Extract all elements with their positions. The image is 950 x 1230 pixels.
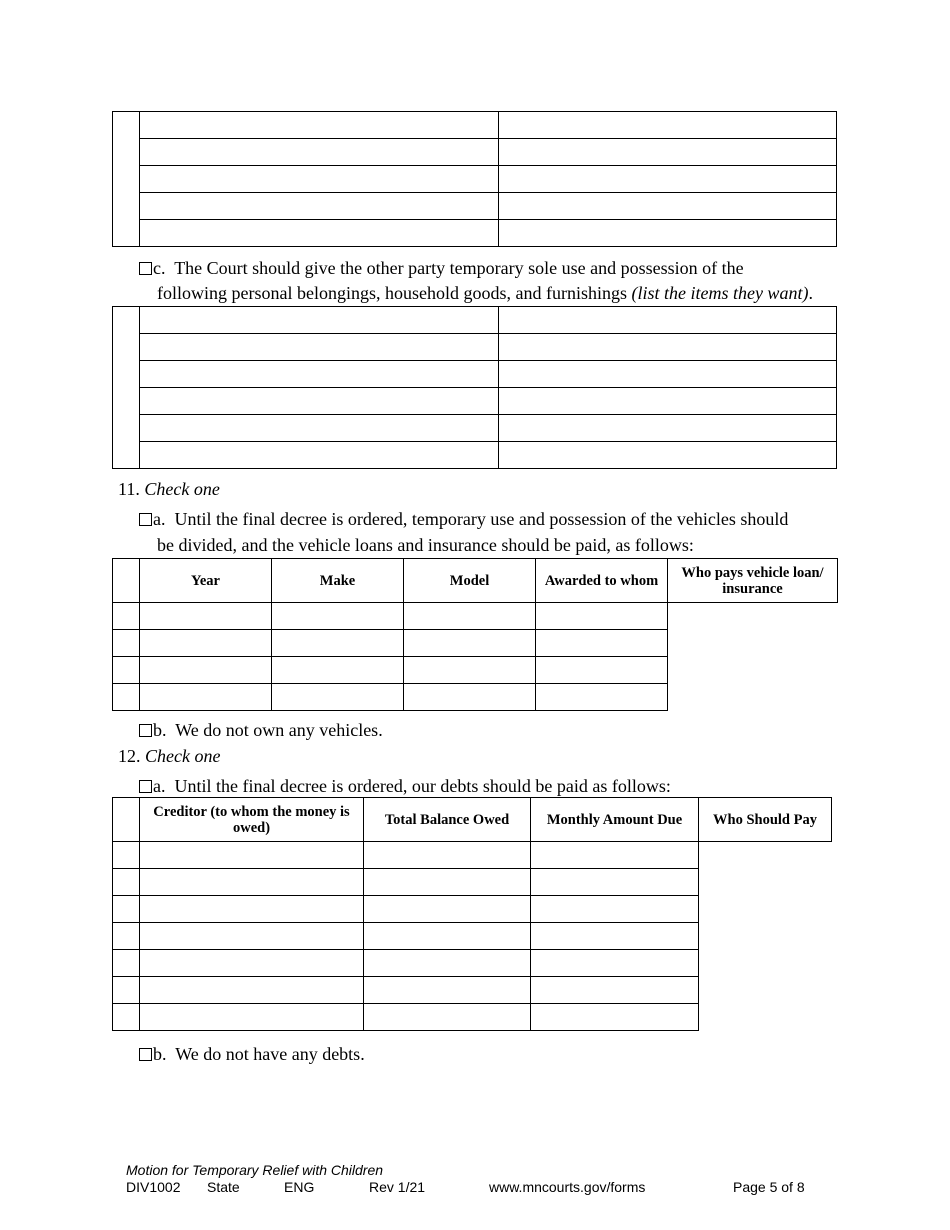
table-cell[interactable] [536,657,668,684]
column-header: Model [404,559,536,603]
footer-page: Page 5 of 8 [733,1179,805,1195]
table-row [113,139,837,166]
table-cell[interactable] [499,166,837,193]
table-row [113,950,832,977]
table-cell[interactable] [140,977,364,1004]
table-row [113,684,838,711]
table-row [113,220,837,247]
section11-option-b [139,720,383,740]
table-cell[interactable] [140,684,272,711]
table-row [113,896,832,923]
section12-option-a-text: Until the final decree is ordered, our debts should be paid as follows: [174,776,671,796]
column-header: Make [272,559,404,603]
table-cell[interactable] [272,657,404,684]
section12-option-a-letter: a. [153,776,166,796]
footer-language: ENG [284,1179,315,1195]
section11-option-b-text: We do not own any vehicles. [175,720,383,740]
table-cell[interactable] [531,842,699,869]
table-cell[interactable] [140,307,499,334]
table-cell[interactable] [113,923,140,950]
section12-option-b-checkbox[interactable] [139,1048,152,1061]
column-header: Creditor (to whom the money is owed) [140,798,364,842]
vehicle-table-wrapper [112,558,838,711]
table-cell[interactable] [140,388,499,415]
option-c-text-line2: following personal belongings, household goods, and furnishings [157,283,632,303]
table-cell[interactable] [113,657,140,684]
table-cell[interactable] [140,603,272,630]
table-cell[interactable] [536,603,668,630]
section11-number: 11. [118,479,140,499]
table-cell[interactable] [272,630,404,657]
table-cell[interactable] [364,869,531,896]
table-cell[interactable] [531,950,699,977]
footer-title: Motion for Temporary Relief with Children [126,1162,384,1178]
section11-option-a-text-line2: be divided, and the vehicle loans and insurance should be paid, as follows: [157,535,694,555]
section10-option-c [139,258,744,278]
table-cell[interactable] [140,139,499,166]
table-row [113,388,837,415]
table-cell[interactable] [531,977,699,1004]
footer-form-id: DIV1002 [126,1179,181,1195]
table-cell[interactable] [140,869,364,896]
table-cell[interactable] [404,630,536,657]
section11-heading [118,479,220,499]
section12-option-a [139,776,671,796]
section12-option-b [139,1044,365,1064]
table-row [113,657,838,684]
table-cell[interactable] [272,684,404,711]
table-cell[interactable] [531,1004,699,1031]
table-cell[interactable] [140,220,499,247]
section10-table-b-wrapper [112,111,837,247]
footer-revision: Rev 1/21 [369,1179,426,1195]
table-cell[interactable] [140,112,499,139]
section12-option-b-letter: b. [153,1044,167,1064]
section11-option-a [139,509,788,529]
table-cell[interactable] [404,657,536,684]
table-row [113,842,832,869]
table-cell[interactable] [140,193,499,220]
table-cell[interactable] [113,842,140,869]
table-row [113,442,837,469]
table-cell[interactable] [499,415,837,442]
table-cell[interactable] [499,388,837,415]
table-row [113,112,837,139]
table-cell[interactable] [113,896,140,923]
section11-option-b-letter: b. [153,720,167,740]
table-cell[interactable] [364,1004,531,1031]
section12-heading [118,746,220,766]
table-cell[interactable] [364,923,531,950]
table-cell[interactable] [113,603,140,630]
column-header: Who pays vehicle loan/ insurance [668,559,838,603]
table-cell[interactable] [140,442,499,469]
section11-option-a-letter: a. [153,509,166,529]
table-cell[interactable] [140,630,272,657]
table-cell[interactable] [364,896,531,923]
section12-instruction: Check one [145,746,221,766]
table-side-column [113,112,140,247]
table-row [113,923,832,950]
table-cell[interactable] [140,1004,364,1031]
footer-jurisdiction: State [207,1179,240,1195]
table-row [113,307,837,334]
table-cell[interactable] [531,896,699,923]
option-c-checkbox[interactable] [139,262,152,275]
table-cell[interactable] [113,977,140,1004]
table-cell[interactable] [140,842,364,869]
table-row [113,630,838,657]
column-header: Who Should Pay [699,798,832,842]
table-cell[interactable] [499,139,837,166]
debt-table [112,797,832,1031]
table-cell[interactable] [404,684,536,711]
table-cell[interactable] [536,684,668,711]
column-header: Total Balance Owed [364,798,531,842]
vehicle-table [112,558,838,711]
table-cell[interactable] [364,842,531,869]
table-row [113,869,832,896]
footer-website: www.mncourts.gov/forms [489,1179,646,1195]
debt-table-wrapper [112,797,832,1031]
table-cell[interactable] [364,977,531,1004]
table-row [113,361,837,388]
table-cell[interactable] [272,603,404,630]
table-cell[interactable] [113,869,140,896]
column-header: Monthly Amount Due [531,798,699,842]
table-cell[interactable] [364,950,531,977]
table-side-column [113,559,140,603]
table-side-column [113,798,140,842]
section11-instruction: Check one [144,479,220,499]
table-cell[interactable] [113,950,140,977]
table-cell[interactable] [499,442,837,469]
table-cell[interactable] [404,603,536,630]
section10-table-c [112,306,837,469]
column-header: Year [140,559,272,603]
table-row [113,166,837,193]
section11-option-b-checkbox[interactable] [139,724,152,737]
table-cell[interactable] [140,166,499,193]
table-cell[interactable] [499,112,837,139]
table-row [113,334,837,361]
table-cell[interactable] [140,896,364,923]
section11-option-a-line2 [157,535,694,555]
section10-option-c-line2 [157,283,813,303]
section11-option-a-text-line1: Until the final decree is ordered, temporary use and possession of the vehicles should [174,509,789,529]
table-cell[interactable] [140,334,499,361]
table-cell[interactable] [140,950,364,977]
table-cell[interactable] [140,361,499,388]
table-cell[interactable] [499,307,837,334]
table-cell[interactable] [536,630,668,657]
table-row [113,415,837,442]
option-c-letter: c. [153,258,166,278]
section10-table-c-wrapper [112,306,837,469]
column-header: Awarded to whom [536,559,668,603]
table-row [113,977,832,1004]
section12-option-b-text: We do not have any debts. [175,1044,365,1064]
table-row [113,603,838,630]
table-row [113,193,837,220]
table-cell[interactable] [140,923,364,950]
table-cell[interactable] [113,684,140,711]
table-row [113,1004,832,1031]
option-c-text-end: . [808,283,813,303]
table-cell[interactable] [140,415,499,442]
table-cell[interactable] [499,193,837,220]
table-cell[interactable] [113,630,140,657]
table-cell[interactable] [113,1004,140,1031]
section12-number: 12. [118,746,141,766]
table-side-column [113,307,140,469]
table-cell[interactable] [531,923,699,950]
table-cell[interactable] [531,869,699,896]
table-cell[interactable] [499,334,837,361]
option-c-text-line1: The Court should give the other party temporary sole use and possession of the [174,258,744,278]
table-header-row [113,798,832,842]
table-header-row [113,559,838,603]
section12-option-a-checkbox[interactable] [139,780,152,793]
table-cell[interactable] [499,361,837,388]
section10-table-b [112,111,837,247]
section11-option-a-checkbox[interactable] [139,513,152,526]
table-cell[interactable] [499,220,837,247]
option-c-text-italic: (list the items they want) [631,283,809,303]
table-cell[interactable] [140,657,272,684]
